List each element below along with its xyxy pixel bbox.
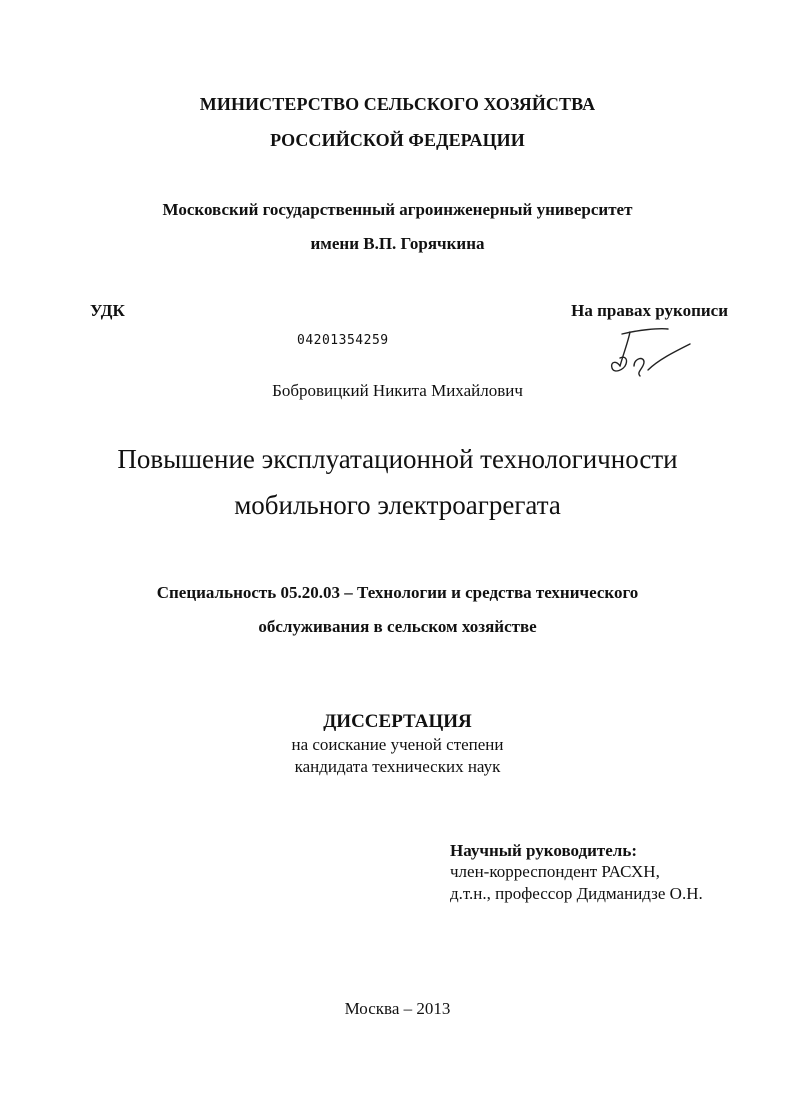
supervisor-title: член-корреспондент РАСХН, (450, 862, 660, 881)
specialty-line-2: обслуживания в сельском хозяйстве (258, 617, 537, 636)
ministry-line-2: РОССИЙСКОЙ ФЕДЕРАЦИИ (270, 130, 525, 150)
dissertation-heading: ДИССЕРТАЦИЯ (323, 711, 472, 732)
ministry-line-1: МИНИСТЕРСТВО СЕЛЬСКОГО ХОЗЯЙСТВА (199, 94, 596, 114)
supervisor-name: д.т.н., профессор Дидманидзе О.Н. (450, 884, 703, 903)
manuscript-rights-label: На правах рукописи (571, 301, 728, 320)
city-year: Москва – 2013 (344, 999, 451, 1018)
degree-line-2: кандидата технических наук (294, 757, 501, 776)
thesis-title-line-1: Повышение эксплуатационной технологичности (117, 444, 678, 474)
author-name: Бобровицкий Никита Михайлович (272, 381, 523, 400)
university-line-2: имени В.П. Горячкина (310, 234, 485, 253)
specialty-line-1: Специальность 05.20.03 – Технологии и средства технического (156, 583, 639, 602)
supervisor-label: Научный руководитель: (450, 841, 637, 860)
document-code: 04201354259 (297, 333, 389, 348)
degree-line-1: на соискание ученой степени (291, 735, 504, 754)
udk-label: УДК (90, 301, 125, 320)
university-line-1: Московский государственный агроинженерный университет (162, 200, 633, 219)
signature-image (600, 322, 692, 380)
thesis-title-line-2: мобильного электроагрегата (234, 490, 561, 520)
